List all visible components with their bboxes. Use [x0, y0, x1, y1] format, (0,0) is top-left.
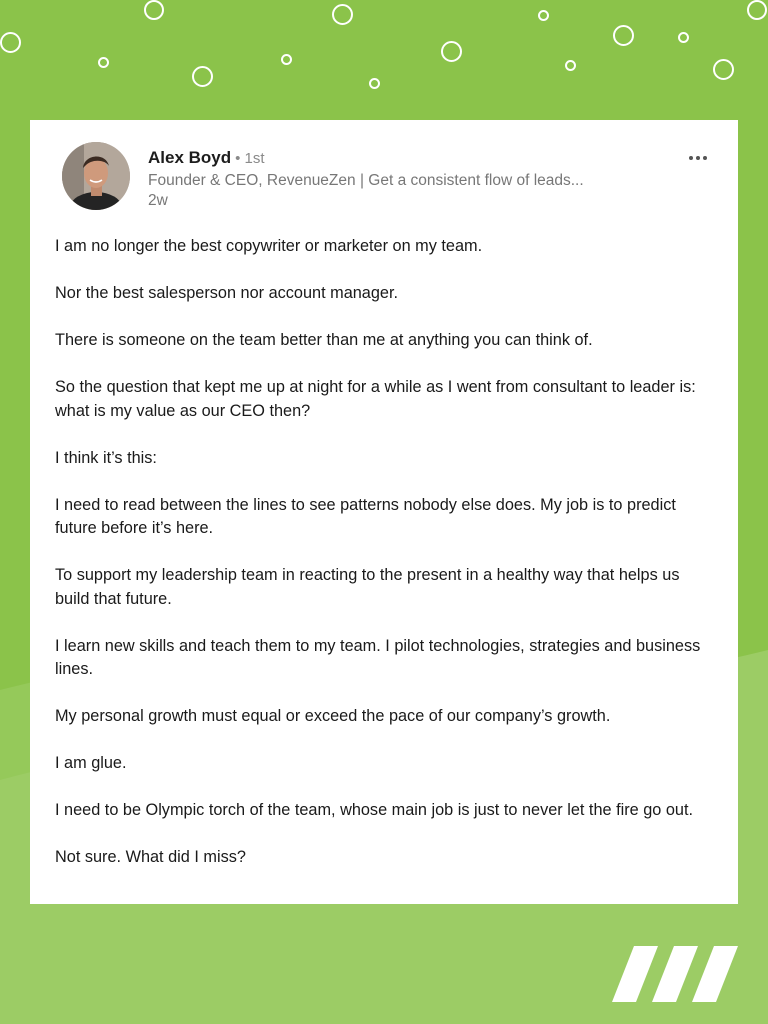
bubble-decoration [538, 10, 549, 21]
author-headline: Founder & CEO, RevenueZen | Get a consistent flow of leads... [148, 172, 584, 189]
post-paragraph: I am glue. [55, 754, 127, 772]
bubble-decoration [747, 0, 767, 20]
post-paragraph: So the question that kept me up at night for a while as I went from consultant to leader is: what is my value as our CEO then? [55, 378, 696, 420]
post-paragraph: Nor the best salesperson nor account manager. [55, 284, 399, 302]
bubble-decoration [192, 66, 213, 87]
bubble-decoration [565, 60, 576, 71]
bubble-decoration [441, 41, 462, 62]
author-avatar[interactable] [62, 142, 130, 210]
bubble-decoration [281, 54, 292, 65]
post-paragraph: I need to be Olympic torch of the team, whose main job is just to never let the fire go out. [55, 801, 694, 819]
bubble-decoration [713, 59, 734, 80]
post-paragraph: My personal growth must equal or exceed the pace of our company’s growth. [55, 707, 611, 725]
post-paragraph: I am no longer the best copywriter or marketer on my team. [55, 237, 483, 255]
post-paragraph: Not sure. What did I miss? [55, 848, 246, 866]
author-meta [148, 148, 584, 211]
bubble-decoration [332, 4, 353, 25]
bubble-decoration [0, 32, 21, 53]
bubble-decoration [678, 32, 689, 43]
post-card [30, 120, 738, 904]
bubble-decoration [613, 25, 634, 46]
post-paragraph: I need to read between the lines to see patterns nobody else does. My job is to predict future before it’s here. [55, 495, 676, 537]
author-name[interactable]: Alex Boyd [148, 148, 232, 167]
post-body [55, 235, 713, 870]
post-time: 2w [148, 192, 168, 209]
stripes-logo-icon [612, 946, 752, 1006]
post-paragraph: To support my leadership team in reacting to the present in a healthy way that helps us build that future. [55, 566, 680, 608]
bubble-decoration [144, 0, 164, 20]
post-paragraph: I learn new skills and teach them to my team. I pilot technologies, strategies and business lines. [55, 636, 701, 678]
post-header [55, 142, 713, 214]
post-paragraph: I think it’s this: [55, 448, 157, 467]
more-horizontal-icon[interactable] [683, 150, 713, 166]
bubble-decoration [98, 57, 109, 68]
author-name-line [148, 148, 584, 169]
avatar-photo-icon [62, 142, 130, 210]
bubble-decoration [369, 78, 380, 89]
post-paragraph: There is someone on the team better than me at anything you can think of. [55, 331, 593, 349]
connection-degree: • 1st [235, 150, 265, 167]
